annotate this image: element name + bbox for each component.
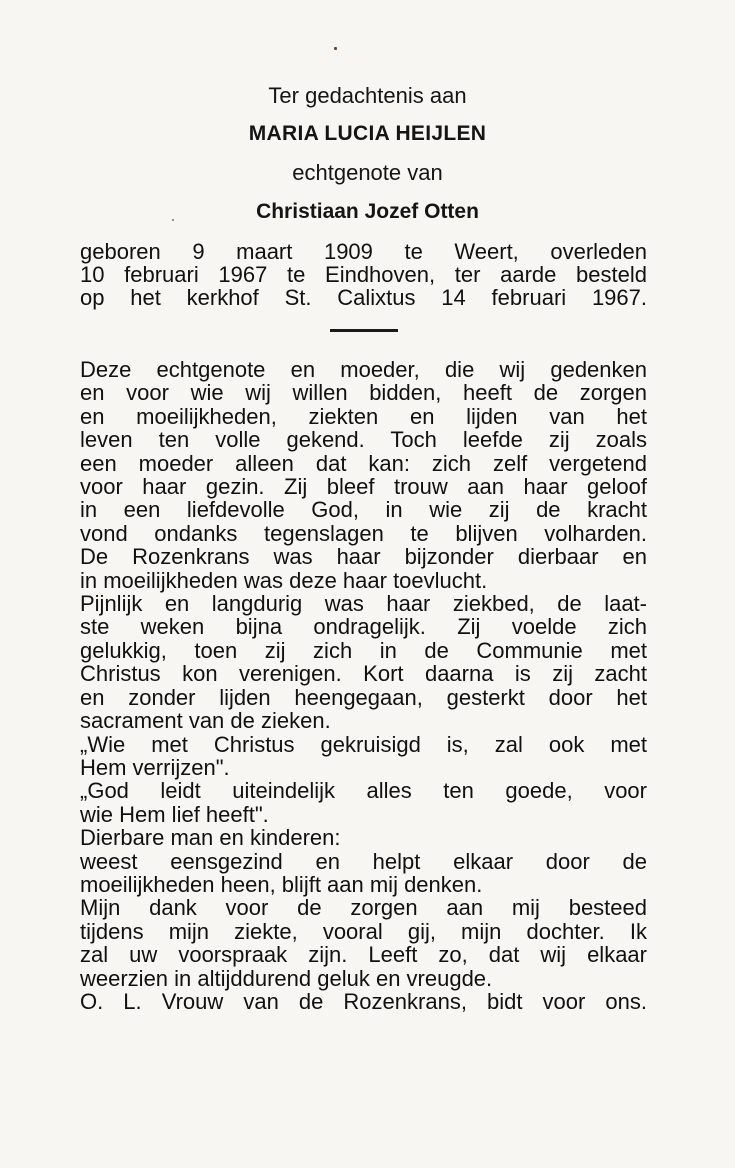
intro-line: 10 februari 1967 te Eindhoven, ter aarde besteld xyxy=(80,262,647,287)
text-line: en zonder lijden heengegaan, gesterkt door het xyxy=(80,684,647,710)
text-line: vond ondanks tegenslagen te blijven volharden. xyxy=(80,520,647,546)
biographical-dates xyxy=(80,240,647,309)
text-line: tijdens mijn ziekte, vooral gij, mijn dochter. Ik xyxy=(80,918,647,944)
text-line: Hem verrijzen". xyxy=(80,754,230,780)
text-line: moeilijkheden heen, blijft aan mij denken. xyxy=(80,871,483,897)
text-line: in moeilijkheden was deze haar toevlucht. xyxy=(80,567,488,593)
text-line: Pijnlijk en langdurig was haar ziekbed, de laat- xyxy=(80,591,647,617)
text-line: en voor wie wij willen bidden, heeft de zorgen xyxy=(80,380,647,406)
text-line: zal uw voorspraak zijn. Leeft zo, dat wij elkaar xyxy=(80,942,647,968)
text-line: voor haar gezin. Zij bleef trouw aan haar geloof xyxy=(80,474,647,500)
text-line: O. L. Vrouw van de Rozenkrans, bidt voor ons. xyxy=(80,988,647,1014)
spouse-of-label: echtgenote van xyxy=(292,160,443,185)
in-memory-heading: Ter gedachtenis aan xyxy=(268,83,467,108)
intro-line: op het kerkhof St. Calixtus 14 februari 1967. xyxy=(80,285,647,310)
memorial-text xyxy=(80,358,647,1013)
spouse-name: Christiaan Jozef Otten xyxy=(256,200,479,223)
text-line: gelukkig, toen zij zich in de Communie met xyxy=(80,637,647,663)
text-line: weest eensgezind en helpt elkaar door de xyxy=(80,848,647,874)
section-divider xyxy=(330,329,398,332)
text-line: Mijn dank voor de zorgen aan mij besteed xyxy=(80,895,647,921)
text-line: en moeilijkheden, ziekten en lijden van het xyxy=(80,403,647,429)
text-line: weerzien in altijddurend geluk en vreugde. xyxy=(80,965,493,991)
intro-line: geboren 9 maart 1909 te Weert, overleden xyxy=(80,239,647,264)
text-line: Deze echtgenote en moeder, die wij gedenken xyxy=(80,357,647,382)
paper-speck xyxy=(334,47,337,50)
text-line: Christus kon verenigen. Kort daarna is zij zacht xyxy=(80,661,647,687)
deceased-name: MARIA LUCIA HEIJLEN xyxy=(248,122,487,145)
text-line: ste weken bijna ondragelijk. Zij voelde zich xyxy=(80,614,647,640)
text-line: sacrament van de zieken. xyxy=(80,708,331,734)
text-line: een moeder alleen dat kan: zich zelf vergetend xyxy=(80,450,647,476)
text-line: „Wie met Christus gekruisigd is, zal ook met xyxy=(80,731,647,757)
text-line: Dierbare man en kinderen: xyxy=(80,825,341,851)
text-line: „God leidt uiteindelijk alles ten goede, voor xyxy=(80,778,647,804)
text-line: wie Hem lief heeft". xyxy=(80,801,269,827)
text-line: De Rozenkrans was haar bijzonder dierbaar en xyxy=(80,544,647,570)
text-line: in een liefdevolle God, in wie zij de kracht xyxy=(80,497,647,523)
text-line: leven ten volle gekend. Toch leefde zij zoals xyxy=(80,427,647,453)
